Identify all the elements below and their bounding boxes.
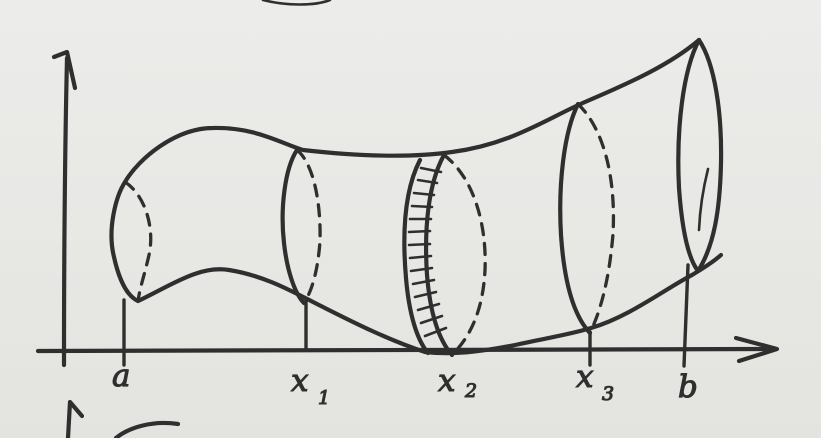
y-axis (64, 58, 67, 365)
x1-section-front (283, 150, 304, 303)
x2-disc-back-dashed (444, 155, 485, 355)
x1-section-back-dashed (297, 150, 320, 303)
right-cap-inner-stroke (699, 169, 708, 230)
label-x3: x (576, 359, 594, 395)
right-cap-left-edge (678, 40, 699, 271)
label-x1-subscript: 1 (318, 387, 331, 409)
label-x2-subscript: 2 (465, 380, 478, 402)
label-b: b (678, 369, 698, 405)
x-axis (38, 349, 773, 351)
left-cap-front (112, 182, 139, 301)
upper-profile-curve (125, 40, 699, 182)
top-edge-mark (263, 0, 330, 5)
right-cap-right-edge (698, 40, 721, 271)
next-sketch-curve (116, 423, 178, 438)
label-x1: x (291, 363, 309, 399)
next-sketch-axis-arrow (68, 402, 82, 438)
label-x3-subscript: 3 (602, 383, 615, 405)
left-cap-back-dashed (125, 182, 151, 301)
label-x2: x (438, 363, 456, 399)
x3-section-back-dashed (578, 104, 613, 333)
x3-section-front (560, 104, 590, 333)
label-a: a (112, 358, 131, 394)
